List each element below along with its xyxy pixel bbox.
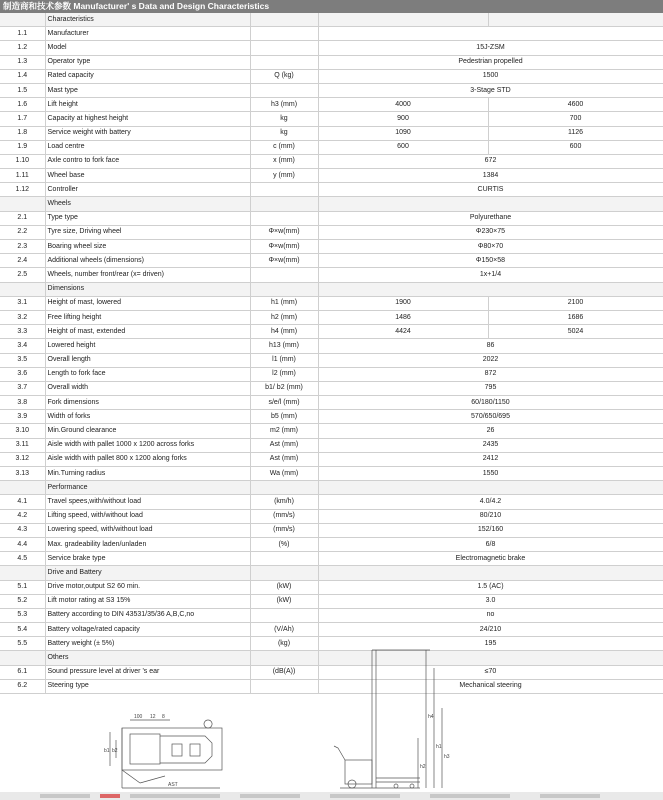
item-number: 2.5 (0, 268, 45, 282)
value-variant-1: 4000 (318, 98, 488, 112)
plan-label-ast: AST (168, 782, 178, 788)
item-number: 5.2 (0, 594, 45, 608)
item-name: Sound pressure level at driver 's ear (45, 665, 250, 679)
side-label-h2: h2 (420, 764, 426, 770)
item-number: 1.11 (0, 169, 45, 183)
item-name: Tyre size, Driving wheel (45, 225, 250, 239)
section-header-row (0, 282, 663, 296)
truck-diagrams (0, 648, 663, 792)
item-name: Battery voltage/rated capacity (45, 623, 250, 637)
value-variant-2: 600 (488, 140, 663, 154)
spec-row (0, 296, 663, 310)
item-unit: (kg) (250, 637, 318, 651)
spec-row (0, 552, 663, 566)
item-unit: (kW) (250, 594, 318, 608)
value-variant-1: 900 (318, 112, 488, 126)
spec-row (0, 41, 663, 55)
item-unit: b5 (mm) (250, 410, 318, 424)
item-unit: Ast (mm) (250, 452, 318, 466)
value-shared: Electromagnetic brake (318, 552, 663, 566)
item-name: Operator type (45, 55, 250, 69)
value-shared: 24/210 (318, 623, 663, 637)
value-shared: 1384 (318, 169, 663, 183)
value-shared: 80/210 (318, 509, 663, 523)
spec-row (0, 27, 663, 41)
value-shared: Φ80×70 (318, 240, 663, 254)
value-shared: 795 (318, 381, 663, 395)
plan-label-12: 12 (150, 714, 156, 720)
item-number: 5.3 (0, 608, 45, 622)
item-name: Service weight with battery (45, 126, 250, 140)
value-shared: Pedestrian propelled (318, 55, 663, 69)
item-name: Lift motor rating at S3 15% (45, 594, 250, 608)
item-number: 4.3 (0, 523, 45, 537)
item-unit: (kW) (250, 580, 318, 594)
value-variant-2: 4600 (488, 98, 663, 112)
item-name: Manufacturer (45, 27, 250, 41)
item-number: 5.1 (0, 580, 45, 594)
value-shared: 1550 (318, 467, 663, 481)
item-number: 3.12 (0, 452, 45, 466)
value-shared: 1.5 (AC) (318, 580, 663, 594)
item-number (0, 13, 45, 27)
spec-row (0, 154, 663, 168)
spec-row (0, 225, 663, 239)
spec-row (0, 69, 663, 83)
item-unit: c (mm) (250, 140, 318, 154)
value-shared: 2435 (318, 438, 663, 452)
item-unit (250, 41, 318, 55)
value-variant-2: 2100 (488, 296, 663, 310)
item-unit (250, 282, 318, 296)
item-name: Mast type (45, 83, 250, 97)
value-shared: 2412 (318, 452, 663, 466)
item-number: 5.5 (0, 637, 45, 651)
item-name: Axle contro to fork face (45, 154, 250, 168)
value-shared: no (318, 608, 663, 622)
item-unit (250, 481, 318, 495)
spec-row (0, 537, 663, 551)
spec-row (0, 268, 663, 282)
item-name: Dimensions (45, 282, 250, 296)
item-name: Rated capacity (45, 69, 250, 83)
value-shared: 872 (318, 367, 663, 381)
item-unit: l1 (mm) (250, 353, 318, 367)
side-label-h4: h4 (428, 714, 434, 720)
spec-row (0, 608, 663, 622)
item-name: Aisle width with pallet 800 x 1200 along forks (45, 452, 250, 466)
item-name: Wheels (45, 197, 250, 211)
item-number: 3.10 (0, 424, 45, 438)
spec-row (0, 183, 663, 197)
item-number: 3.13 (0, 467, 45, 481)
value-variant-1 (318, 13, 488, 27)
item-name: Travel spees,with/without load (45, 495, 250, 509)
item-unit: Φ×w(mm) (250, 240, 318, 254)
item-unit (250, 552, 318, 566)
item-unit: Φ×w(mm) (250, 254, 318, 268)
side-view-drawing (334, 650, 442, 788)
item-number: 3.7 (0, 381, 45, 395)
spec-row (0, 83, 663, 97)
item-name: Performance (45, 481, 250, 495)
item-unit: (mm/s) (250, 509, 318, 523)
value-variant-1: 1900 (318, 296, 488, 310)
item-number: 1.7 (0, 112, 45, 126)
item-number (0, 282, 45, 296)
item-number: 1.10 (0, 154, 45, 168)
item-number: 2.3 (0, 240, 45, 254)
item-name: Battery weight (± 5%) (45, 637, 250, 651)
spec-row (0, 240, 663, 254)
value-variant-1: 1486 (318, 310, 488, 324)
value-shared: 3.0 (318, 594, 663, 608)
value-shared: Polyurethane (318, 211, 663, 225)
spec-row (0, 509, 663, 523)
value-shared (318, 282, 663, 296)
spec-row (0, 310, 663, 324)
item-name: Width of forks (45, 410, 250, 424)
item-name: Drive motor,output S2 60 min. (45, 580, 250, 594)
plan-label-b1: b1 (104, 748, 110, 754)
item-number: 4.1 (0, 495, 45, 509)
item-unit: b1/ b2 (mm) (250, 381, 318, 395)
item-unit (250, 197, 318, 211)
item-unit: Ast (mm) (250, 438, 318, 452)
item-unit: kg (250, 126, 318, 140)
value-shared (318, 197, 663, 211)
item-name: Drive and Battery (45, 566, 250, 580)
item-name: Min.Ground clearance (45, 424, 250, 438)
value-shared: 26 (318, 424, 663, 438)
value-shared: 86 (318, 339, 663, 353)
item-unit (250, 183, 318, 197)
value-variant-1: 1090 (318, 126, 488, 140)
item-unit: h13 (mm) (250, 339, 318, 353)
value-shared: 60/180/1150 (318, 396, 663, 410)
item-number: 3.3 (0, 325, 45, 339)
value-shared: Φ150×58 (318, 254, 663, 268)
strip-item (330, 794, 400, 798)
item-name: Controller (45, 183, 250, 197)
item-number: 1.2 (0, 41, 45, 55)
spec-row (0, 396, 663, 410)
spec-row (0, 98, 663, 112)
item-name: Steering type (45, 679, 250, 693)
item-name: Lift height (45, 98, 250, 112)
spec-row (0, 211, 663, 225)
side-label-h3: h3 (444, 754, 450, 760)
item-number: 3.6 (0, 367, 45, 381)
item-number: 2.2 (0, 225, 45, 239)
item-number: 1.8 (0, 126, 45, 140)
strip-item (130, 794, 220, 798)
section-header-row (0, 13, 663, 27)
item-unit: (mm/s) (250, 523, 318, 537)
value-shared: 2022 (318, 353, 663, 367)
item-number: 4.2 (0, 509, 45, 523)
plan-label-100: 100 (134, 714, 143, 720)
spec-row (0, 467, 663, 481)
value-shared: Φ230×75 (318, 225, 663, 239)
item-name: Wheel base (45, 169, 250, 183)
item-number: 4.4 (0, 537, 45, 551)
item-name: Lowered height (45, 339, 250, 353)
item-number: 6.2 (0, 679, 45, 693)
item-name: Length to fork face (45, 367, 250, 381)
item-unit: (km/h) (250, 495, 318, 509)
strip-item (540, 794, 600, 798)
item-name: Others (45, 651, 250, 665)
plan-view-drawing (110, 720, 222, 788)
item-unit (250, 27, 318, 41)
value-shared: Mechanical steering (318, 679, 663, 693)
item-unit: h4 (mm) (250, 325, 318, 339)
item-unit: y (mm) (250, 169, 318, 183)
item-number: 1.12 (0, 183, 45, 197)
value-shared: 6/8 (318, 537, 663, 551)
spec-row (0, 126, 663, 140)
value-shared: 3-Stage STD (318, 83, 663, 97)
item-name: Max. gradeability laden/unladen (45, 537, 250, 551)
spec-row (0, 410, 663, 424)
strip-item (240, 794, 300, 798)
item-number: 1.1 (0, 27, 45, 41)
item-unit (250, 83, 318, 97)
item-name: Load centre (45, 140, 250, 154)
item-name: Fork dimensions (45, 396, 250, 410)
item-name: Height of mast, lowered (45, 296, 250, 310)
side-label-h1: h1 (436, 744, 442, 750)
item-unit: (dB(A)) (250, 665, 318, 679)
item-number: 1.5 (0, 83, 45, 97)
item-number: 1.3 (0, 55, 45, 69)
spec-row (0, 623, 663, 637)
spec-row (0, 339, 663, 353)
value-shared: 152/160 (318, 523, 663, 537)
item-name: Boaring wheel size (45, 240, 250, 254)
item-number: 2.1 (0, 211, 45, 225)
spec-row (0, 381, 663, 395)
item-unit: Wa (mm) (250, 467, 318, 481)
spec-row (0, 580, 663, 594)
item-unit: Φ×w(mm) (250, 225, 318, 239)
spec-row (0, 325, 663, 339)
spec-row (0, 367, 663, 381)
value-shared (318, 481, 663, 495)
item-unit: x (mm) (250, 154, 318, 168)
item-unit: h2 (mm) (250, 310, 318, 324)
spec-row (0, 112, 663, 126)
spec-row (0, 523, 663, 537)
value-variant-2: 1686 (488, 310, 663, 324)
value-variant-2: 700 (488, 112, 663, 126)
plan-label-8: 8 (162, 714, 165, 720)
spec-row (0, 353, 663, 367)
item-name: Overall width (45, 381, 250, 395)
spec-row (0, 55, 663, 69)
strip-item-red (100, 794, 120, 798)
item-name: Aisle width with pallet 1000 x 1200 across forks (45, 438, 250, 452)
item-unit: (V/Ah) (250, 623, 318, 637)
value-variant-1: 600 (318, 140, 488, 154)
section-header-row (0, 481, 663, 495)
spec-row (0, 594, 663, 608)
item-number: 3.1 (0, 296, 45, 310)
dimension-drawings (0, 648, 663, 792)
value-variant-2 (488, 13, 663, 27)
item-number: 1.6 (0, 98, 45, 112)
spec-row (0, 495, 663, 509)
spec-row (0, 169, 663, 183)
item-number: 3.4 (0, 339, 45, 353)
item-number: 3.5 (0, 353, 45, 367)
plan-label-b2: b2 (112, 748, 118, 754)
value-shared: ≤70 (318, 665, 663, 679)
item-unit: l2 (mm) (250, 367, 318, 381)
item-number: 3.11 (0, 438, 45, 452)
item-name: Free lifting height (45, 310, 250, 324)
item-unit (250, 268, 318, 282)
value-shared (318, 566, 663, 580)
value-shared (318, 27, 663, 41)
item-number: 3.8 (0, 396, 45, 410)
item-unit (250, 55, 318, 69)
spec-row (0, 254, 663, 268)
item-name: Min.Turning radius (45, 467, 250, 481)
section-header-row (0, 566, 663, 580)
item-name: Lifting speed, with/without load (45, 509, 250, 523)
item-name: Overall length (45, 353, 250, 367)
item-number: 1.9 (0, 140, 45, 154)
item-number: 6.1 (0, 665, 45, 679)
item-name: Additional wheels (dimensions) (45, 254, 250, 268)
item-unit (250, 211, 318, 225)
value-variant-1: 4424 (318, 325, 488, 339)
value-variant-2: 5024 (488, 325, 663, 339)
spec-row (0, 140, 663, 154)
item-name: Characteristics (45, 13, 250, 27)
item-number: 3.2 (0, 310, 45, 324)
item-unit (250, 566, 318, 580)
value-shared: 15J-ZSM (318, 41, 663, 55)
value-shared: 672 (318, 154, 663, 168)
value-shared: CURTIS (318, 183, 663, 197)
item-unit: Q (kg) (250, 69, 318, 83)
item-unit: (%) (250, 537, 318, 551)
item-unit: h1 (mm) (250, 296, 318, 310)
item-name: Battery according to DIN 43531/35/36 A,B,C,no (45, 608, 250, 622)
strip-item (40, 794, 90, 798)
bottom-toolbar-strip (0, 792, 663, 800)
item-number: 2.4 (0, 254, 45, 268)
item-name: Service brake type (45, 552, 250, 566)
item-name: Model (45, 41, 250, 55)
item-unit: h3 (mm) (250, 98, 318, 112)
strip-item (430, 794, 510, 798)
item-name: Height of mast, extended (45, 325, 250, 339)
value-shared: 1x+1/4 (318, 268, 663, 282)
item-unit: m2 (mm) (250, 424, 318, 438)
spec-table (0, 13, 663, 694)
item-unit: s/e/l (mm) (250, 396, 318, 410)
value-variant-2: 1126 (488, 126, 663, 140)
item-number (0, 566, 45, 580)
item-name: Capacity at highest height (45, 112, 250, 126)
item-number: 1.4 (0, 69, 45, 83)
item-number: 5.4 (0, 623, 45, 637)
item-number (0, 197, 45, 211)
item-number: 4.5 (0, 552, 45, 566)
item-number: 3.9 (0, 410, 45, 424)
item-name: Type type (45, 211, 250, 225)
section-header-row (0, 197, 663, 211)
item-unit (250, 13, 318, 27)
item-name: Lowering speed, with/without load (45, 523, 250, 537)
sheet-title: 制造商和技术参数 Manufacturer' s Data and Design Characteristics (0, 0, 663, 13)
spec-row (0, 452, 663, 466)
item-unit (250, 608, 318, 622)
value-shared: 195 (318, 637, 663, 651)
value-shared: 4.0/4.2 (318, 495, 663, 509)
item-number (0, 481, 45, 495)
item-name: Wheels, number front/rear (x= driven) (45, 268, 250, 282)
value-shared: 570/650/695 (318, 410, 663, 424)
spec-row (0, 438, 663, 452)
value-shared: 1500 (318, 69, 663, 83)
item-unit: kg (250, 112, 318, 126)
spec-row (0, 424, 663, 438)
